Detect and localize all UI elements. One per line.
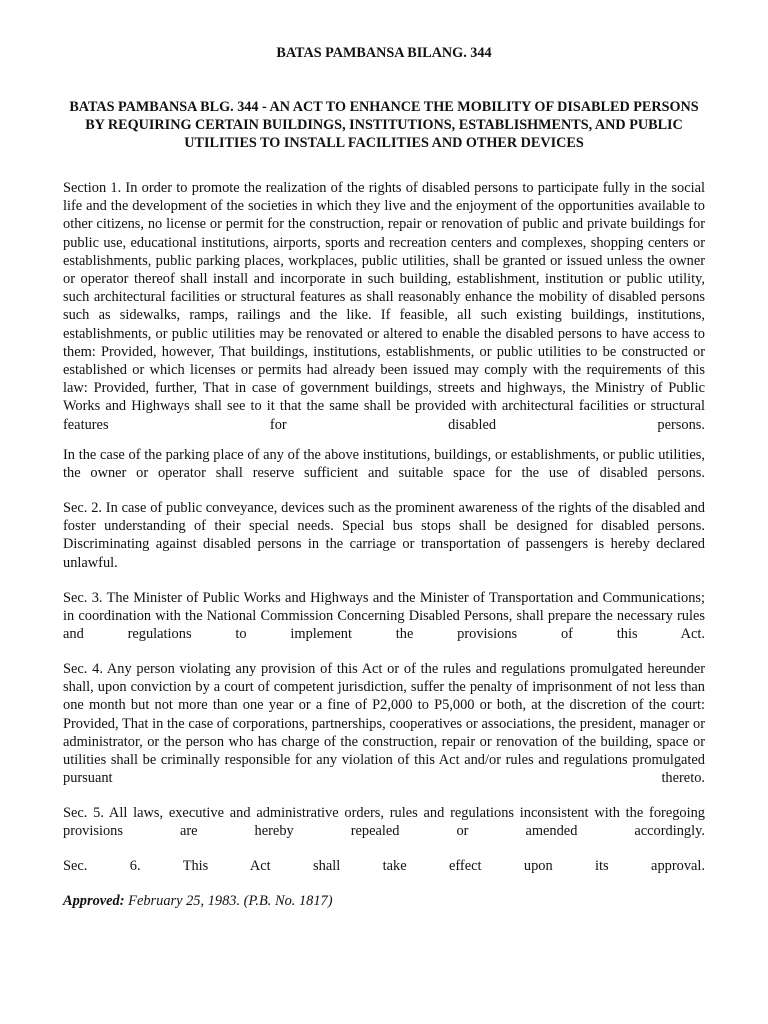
approved-date: February 25, 1983. (P.B. No. 1817): [128, 893, 333, 909]
parking-paragraph: In the case of the parking place of any of the above institutions, buildings, or establishments, or public utilities, the owner or operator shall reserve sufficient and suitable space for the use of disabled persons.: [63, 447, 705, 482]
document-title: BATAS PAMBANSA BILANG. 344: [276, 45, 492, 61]
section-5-paragraph: Sec. 5. All laws, executive and administrative orders, rules and regulations inconsistent with the foregoing provisions are hereby repealed or amended accordingly.: [63, 805, 705, 840]
section-1-paragraph: Section 1. In order to promote the realization of the rights of disabled persons to participate fully in the social life and the development of the societies in which they live and the enjoyment of the opportunities available to other citizens, no license or permit for the construction, repair or renovation of public and private buildings for public use, educational institutions, airports, sports and recreation centers and complexes, shopping centers or establishments, public parking places, workplaces, public utilities, shall be granted or issued unless the owner or operator thereof shall install and incorporate in such building, establishment, institution or public utility, such architectural facilities or structural features as shall reasonably enhance the mobility of disabled persons such as sidewalks, ramps, railings and the like. If feasible, all such existing buildings, institutions, establishments, or public utilities may be renovated or altered to enable the disabled persons to have access to them: Provided, however, That buildings, institutions, establishments, or public utilities to be constructed or established or which licenses or permits had already been issued may comply with the requirements of this law: Provided, further, That in case of government buildings, streets and highways, the Ministry of Public Works and Highways shall see to it that the same shall be provided with architectural facilities or structural features for disabled persons.: [63, 180, 705, 433]
section-3-paragraph: Sec. 3. The Minister of Public Works and Highways and the Minister of Transportation and Communications; in coordination with the National Commission Concerning Disabled Persons, shall prepare the necessary rules and regulations to implement the provisions of this Act.: [63, 590, 705, 643]
act-subtitle: BATAS PAMBANSA BLG. 344 - AN ACT TO ENHANCE THE MOBILITY OF DISABLED PERSONS BY REQUIRING CERTAIN BUILDINGS, INSTITUTIONS, ESTABLISHMENTS, AND PUBLIC UTILITIES TO INSTALL FACILITIES AND OTHER DEVICES: [69, 99, 699, 151]
approval-line: [63, 892, 705, 910]
section-6-paragraph: Sec. 6. This Act shall take effect upon its approval.: [63, 858, 705, 874]
section-4-paragraph: Sec. 4. Any person violating any provision of this Act or of the rules and regulations promulgated hereunder shall, upon conviction by a court of competent jurisdiction, suffer the penalty of imprisonment of not less than one month but not more than one year or a fine of P2,000 to P5,000 or both, at the discretion of the court: Provided, That in the case of corporations, partnerships, cooperatives or associations, the president, manager or administrator, or the person who has charge of the construction, repair or renovation of the building, space or utilities shall be criminally responsible for any violation of this Act and/or rules and regulations promulgated pursuant thereto.: [63, 661, 705, 787]
approved-label: Approved:: [63, 893, 125, 909]
section-2-paragraph: Sec. 2. In case of public conveyance, devices such as the prominent awareness of the rights of the disabled and foster understanding of their special needs. Special bus stops shall be designed for disabled persons. Discriminating against disabled persons in the carriage or transportation of passengers is hereby declared unlawful.: [63, 500, 705, 571]
